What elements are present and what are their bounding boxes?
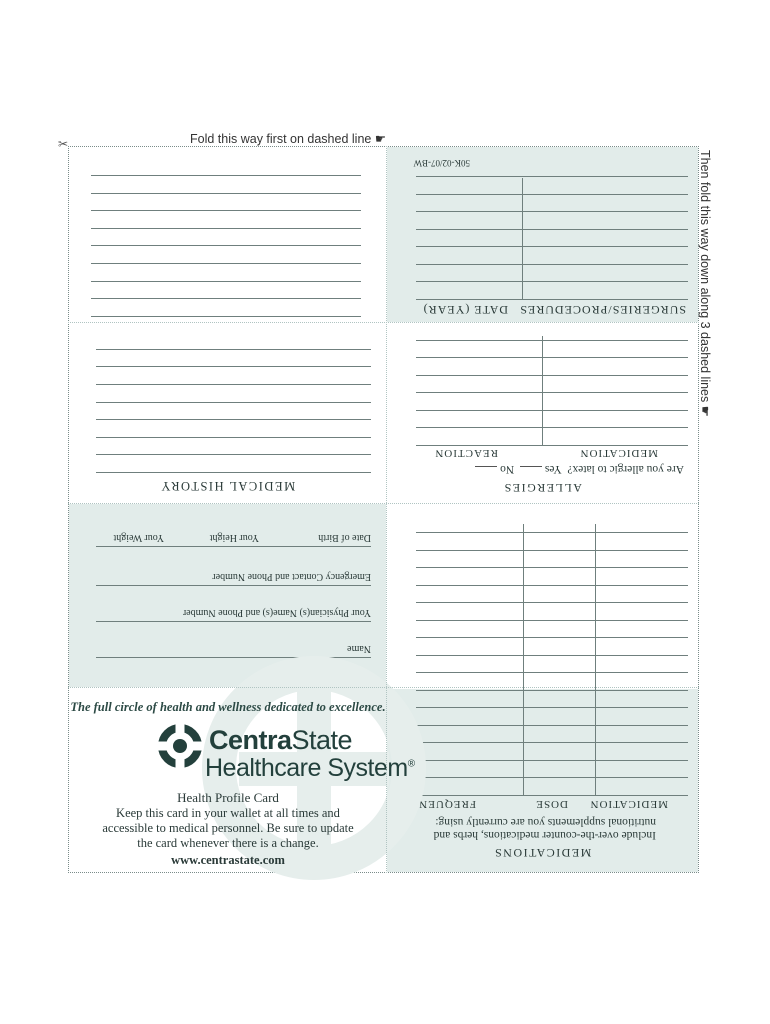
- dob-height-weight-line[interactable]: [96, 546, 371, 547]
- medical-history-line[interactable]: [91, 175, 361, 176]
- fold-line-3: [68, 687, 699, 688]
- surgeries-column-header: SURGERIES/PROCEDURES: [519, 303, 686, 317]
- brand-line2-text: Healthcare System: [205, 754, 408, 782]
- medications-line[interactable]: [416, 638, 688, 639]
- medications-line[interactable]: [416, 795, 688, 796]
- medical-history-line[interactable]: [91, 228, 361, 229]
- medications-line[interactable]: [416, 673, 688, 674]
- medication-column-header: MEDICATION: [589, 798, 668, 810]
- allergies-line[interactable]: [416, 340, 688, 341]
- surgeries-line[interactable]: [416, 247, 688, 248]
- fold-first-instruction: [190, 131, 386, 146]
- medical-history-line[interactable]: [96, 402, 371, 403]
- date-column-header: DATE (YEAR): [422, 303, 508, 317]
- medications-line[interactable]: [416, 725, 688, 726]
- brand-bold: Centra: [209, 725, 292, 755]
- weight-label: Your Weight: [113, 532, 164, 543]
- allergy-medication-header: MEDICATION: [579, 447, 658, 459]
- height-label: Your Height: [209, 532, 259, 543]
- allergies-panel: [387, 323, 698, 503]
- medical-history-line[interactable]: [96, 454, 371, 455]
- card-description-line3: the card whenever there is a change.: [137, 836, 319, 850]
- date-of-birth-label: Date of Birth: [318, 532, 371, 543]
- medications-line[interactable]: [416, 690, 688, 691]
- medical-history-line[interactable]: [96, 366, 371, 367]
- pointing-hand-icon: ☛: [374, 131, 387, 146]
- tagline: The full circle of health and wellness dedicated to excellence.: [70, 700, 386, 714]
- medications-line[interactable]: [416, 708, 688, 709]
- medical-history-line[interactable]: [91, 210, 361, 211]
- latex-no-blank[interactable]: [475, 466, 497, 467]
- form-code: 50K-02/07-BW: [413, 158, 470, 168]
- medications-line[interactable]: [416, 655, 688, 656]
- allergies-line[interactable]: [416, 358, 688, 359]
- surgeries-line[interactable]: [416, 177, 688, 178]
- medical-history-line[interactable]: [91, 263, 361, 264]
- emergency-contact-line[interactable]: [96, 585, 371, 586]
- fold-first-text: Fold this way first on dashed line: [190, 132, 372, 146]
- latex-question: [475, 463, 684, 475]
- medical-history-line[interactable]: [91, 193, 361, 194]
- medical-history-line[interactable]: [96, 472, 371, 473]
- medications-line[interactable]: [416, 603, 688, 604]
- medical-history-line[interactable]: [91, 245, 361, 246]
- medical-history-line[interactable]: [96, 349, 371, 350]
- dose-column-header: DOSE: [535, 798, 568, 810]
- fold-then-instruction: [698, 150, 713, 417]
- brand-rest: State: [291, 725, 353, 755]
- allergy-reaction-header: REACTION: [434, 447, 498, 459]
- medical-history-panel: [69, 323, 386, 503]
- card-description-line1: Keep this card in your wallet at all times and: [116, 806, 340, 820]
- medications-line[interactable]: [416, 550, 688, 551]
- medications-note-line2: nutritional supplements you are currently using:: [435, 816, 656, 828]
- latex-no-label: No: [500, 463, 515, 475]
- scissors-icon: ✂: [58, 137, 69, 151]
- medical-history-line[interactable]: [96, 384, 371, 385]
- emergency-contact-label: Emergency Contact and Phone Number: [212, 571, 371, 582]
- allergies-line[interactable]: [416, 375, 688, 376]
- card-title: Health Profile Card: [177, 790, 279, 805]
- medications-panel: [387, 504, 698, 872]
- fold-then-text: Then fold this way down along 3 dashed lines: [698, 150, 712, 403]
- allergies-line[interactable]: [416, 428, 688, 429]
- medical-history-line[interactable]: [96, 419, 371, 420]
- surgeries-line[interactable]: [416, 282, 688, 283]
- allergies-line[interactable]: [416, 445, 688, 446]
- website-url[interactable]: www.centrastate.com: [171, 853, 285, 867]
- card-description-line2: accessible to medical personnel. Be sure to update: [102, 821, 354, 835]
- medications-line[interactable]: [416, 533, 688, 534]
- medications-flipped: [387, 504, 698, 872]
- frequency-column-header: FREQUENCY: [400, 798, 476, 810]
- fold-line-1: [68, 322, 699, 323]
- surgeries-line[interactable]: [416, 264, 688, 265]
- physician-line[interactable]: [96, 621, 371, 622]
- surgeries-panel: [387, 147, 698, 322]
- medications-line[interactable]: [416, 743, 688, 744]
- pointing-hand-icon: ☛: [698, 405, 713, 417]
- medical-history-line[interactable]: [96, 437, 371, 438]
- registered-mark: ®: [407, 758, 415, 770]
- fold-line-2: [68, 503, 699, 504]
- latex-question-text: Are you allergic to latex?: [567, 463, 684, 475]
- medical-history-line[interactable]: [91, 316, 361, 317]
- surgeries-line[interactable]: [416, 212, 688, 213]
- brand-name-line1: [209, 725, 352, 756]
- medications-title: MEDICATIONS: [493, 846, 592, 860]
- physician-label: Your Physician(s) Name(s) and Phone Number: [182, 607, 371, 618]
- allergies-line[interactable]: [416, 393, 688, 394]
- medications-line[interactable]: [416, 620, 688, 621]
- latex-yes-blank[interactable]: [520, 466, 542, 467]
- medical-history-title: MEDICAL HISTORY: [159, 479, 296, 493]
- centrastate-logo-icon: [157, 723, 203, 769]
- medical-history-line[interactable]: [91, 298, 361, 299]
- brand-name-line2: [205, 754, 415, 783]
- medications-line[interactable]: [416, 760, 688, 761]
- medications-divider-1: [595, 524, 596, 796]
- card-description: [69, 806, 387, 851]
- name-label: Name: [347, 643, 371, 654]
- surgeries-flipped: [387, 147, 698, 322]
- front-cover-panel: [69, 688, 415, 872]
- surgeries-line[interactable]: [416, 194, 688, 195]
- allergies-title: ALLERGIES: [503, 481, 582, 495]
- allergies-flipped: [387, 323, 698, 503]
- medications-line[interactable]: [416, 585, 688, 586]
- allergies-column-divider: [542, 336, 543, 446]
- latex-yes-label: Yes: [544, 463, 562, 475]
- medical-history-panel-top: [69, 147, 386, 322]
- surgeries-line[interactable]: [416, 229, 688, 230]
- vertical-fold-line: [386, 146, 387, 873]
- allergies-line[interactable]: [416, 410, 688, 411]
- medications-line[interactable]: [416, 568, 688, 569]
- medications-line[interactable]: [416, 778, 688, 779]
- medical-history-line[interactable]: [91, 281, 361, 282]
- surgeries-line[interactable]: [416, 299, 688, 300]
- surgeries-column-divider: [522, 178, 523, 300]
- medical-history-flipped: [69, 323, 386, 503]
- medications-divider-2: [523, 524, 524, 796]
- medications-note-line1: Include over-the-counter medications, herbs and: [433, 829, 656, 841]
